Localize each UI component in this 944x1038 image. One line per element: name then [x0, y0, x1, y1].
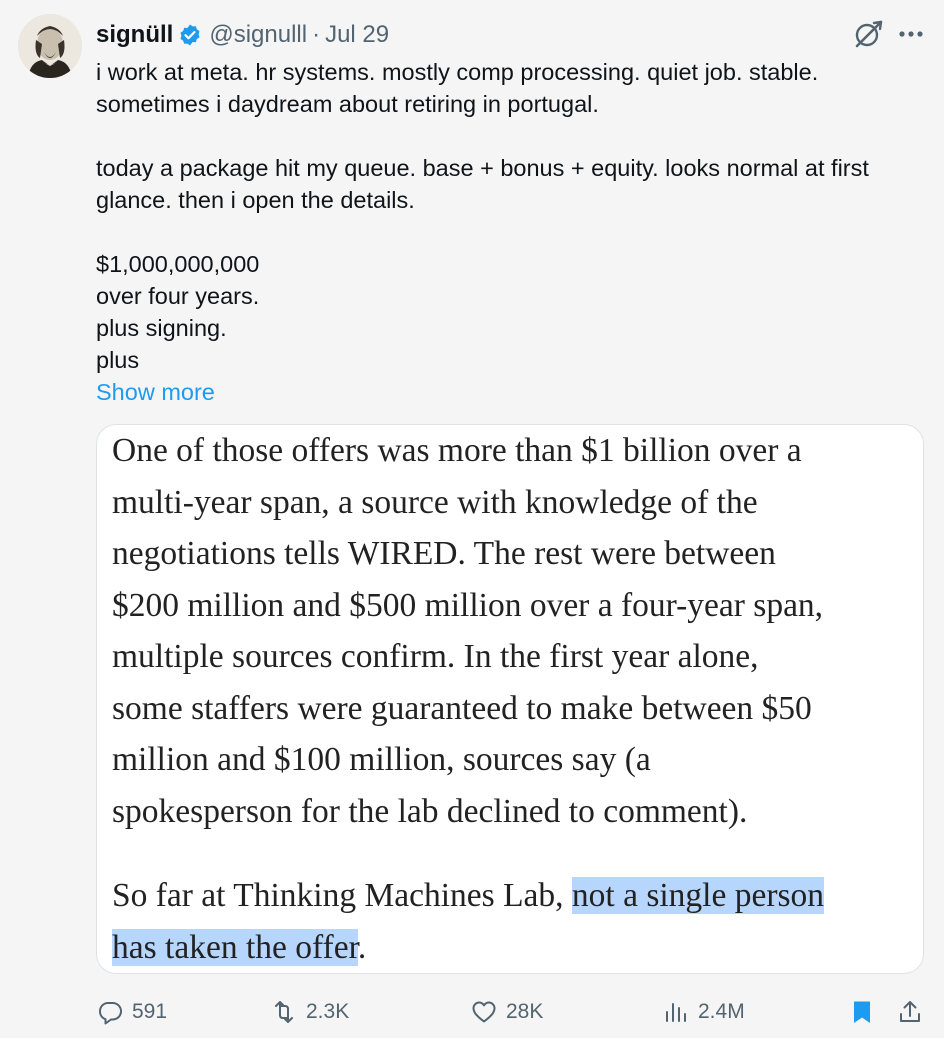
- image-text-line: [112, 870, 922, 922]
- repost-icon: [270, 998, 298, 1026]
- views-icon: [662, 998, 690, 1026]
- views-button[interactable]: [662, 990, 745, 1034]
- tweet-date[interactable]: Jul 29: [325, 21, 390, 48]
- author-handle[interactable]: @signulll: [209, 21, 308, 48]
- separator-dot: ·: [312, 21, 321, 48]
- image-text-line: some staffers were guaranteed to make between $50: [112, 689, 812, 727]
- image-text-plain: So far at Thinking Machines Lab,: [112, 877, 572, 914]
- like-count: 28K: [506, 1000, 544, 1023]
- image-text-line: $200 million and $500 million over a four-year span,: [112, 586, 824, 624]
- tweet-line: over four years.: [96, 283, 260, 309]
- tweet-line: plus: [96, 347, 140, 373]
- tweet-line: today a package hit my queue. base + bonus + equity. looks normal at first: [96, 155, 869, 181]
- reply-icon: [96, 998, 124, 1026]
- more-icon[interactable]: [894, 18, 928, 50]
- share-icon: [896, 998, 924, 1026]
- avatar[interactable]: [18, 14, 82, 78]
- grok-icon[interactable]: [852, 18, 884, 50]
- image-text-line: spokesperson for the lab declined to comment).: [112, 792, 748, 830]
- highlighted-text: not a single person: [571, 877, 825, 914]
- repost-button[interactable]: [270, 990, 349, 1034]
- show-more-link[interactable]: Show more: [96, 379, 215, 405]
- repost-count: 2.3K: [306, 1000, 350, 1023]
- bookmark-icon: [848, 998, 876, 1026]
- image-text-line: multi-year span, a source with knowledge of the: [112, 483, 758, 521]
- image-text-plain: .: [357, 928, 367, 966]
- tweet-line: plus signing.: [96, 315, 227, 341]
- like-button[interactable]: [470, 990, 543, 1034]
- verified-badge-icon[interactable]: [178, 23, 202, 47]
- tweet-line: $1,000,000,000: [96, 251, 260, 277]
- image-text-line: negotiations tells WIRED. The rest were between: [112, 535, 776, 572]
- like-icon: [470, 998, 498, 1026]
- image-text: [112, 425, 922, 973]
- bookmark-button[interactable]: [848, 990, 876, 1034]
- tweet-top-actions: [852, 18, 928, 50]
- image-text-line: million and $100 million, sources say (a: [112, 741, 651, 778]
- image-text-line: One of those offers was more than $1 billion over a: [112, 432, 802, 469]
- author-name[interactable]: signüll: [96, 21, 174, 48]
- tweet-header: [96, 18, 389, 52]
- image-text-line: multiple sources confirm. In the first year alone,: [112, 638, 759, 675]
- tweet-text: [96, 56, 926, 408]
- highlighted-text: has taken the offer: [112, 928, 358, 966]
- share-button[interactable]: [896, 990, 924, 1034]
- tweet-line: i work at meta. hr systems. mostly comp processing. quiet job. stable.: [96, 59, 819, 85]
- image-text-line: [112, 922, 922, 974]
- views-count: 2.4M: [698, 1000, 745, 1023]
- tweet-line: sometimes i daydream about retiring in portugal.: [96, 91, 599, 117]
- tweet-line: glance. then i open the details.: [96, 187, 415, 213]
- reply-count: 591: [132, 1000, 168, 1023]
- attached-image[interactable]: [96, 424, 924, 974]
- reply-button[interactable]: [96, 990, 167, 1034]
- tweet-actions: [96, 990, 932, 1034]
